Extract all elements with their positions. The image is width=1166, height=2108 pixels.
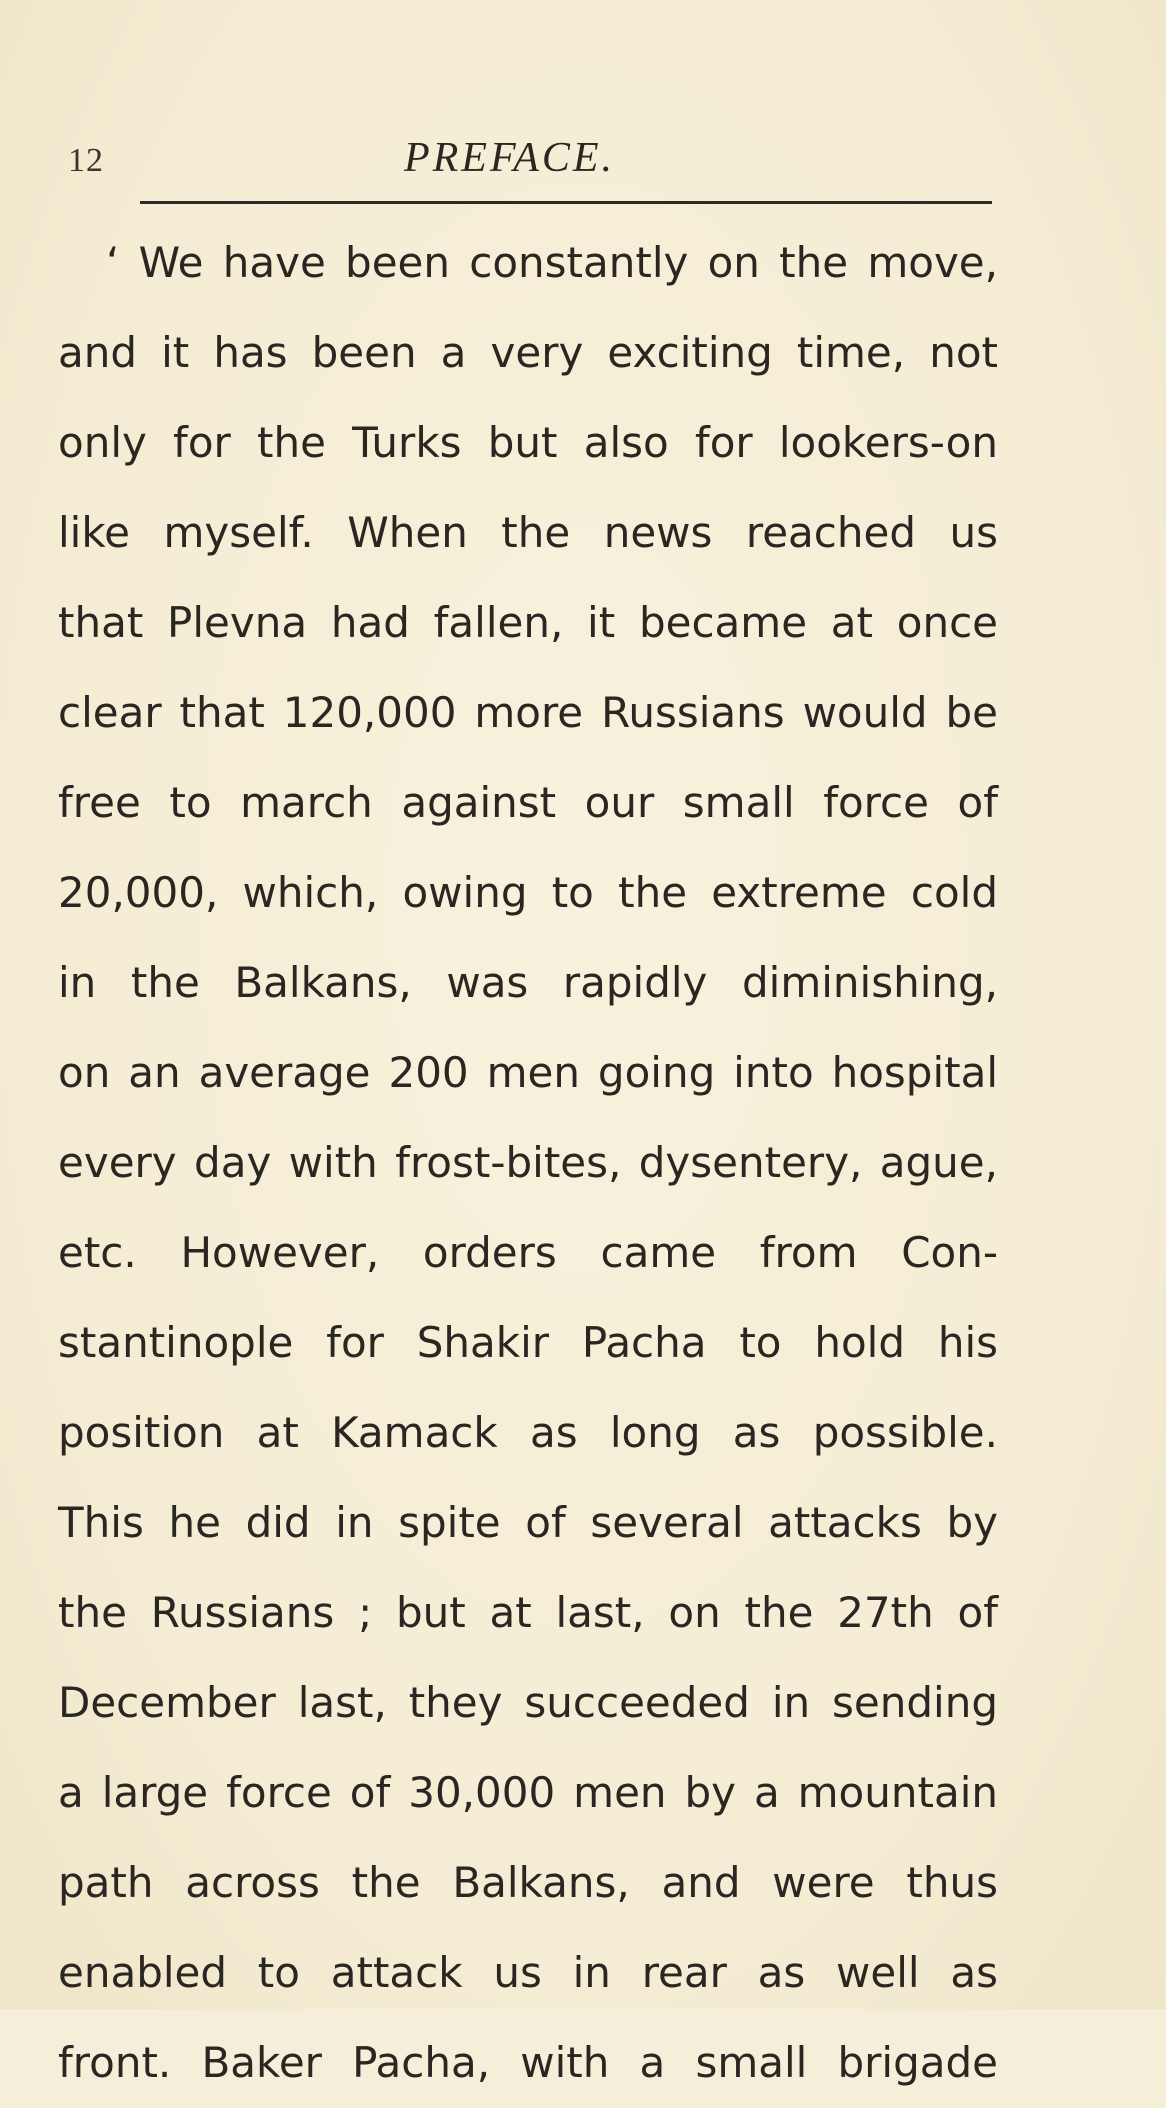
text-line: enabled to attack us in rear as well as <box>58 1948 998 1997</box>
text-line: on an average 200 men going into hospital <box>58 1048 998 1097</box>
text-line: position at Kamack as long as possible. <box>58 1408 998 1457</box>
running-head <box>0 134 1166 194</box>
text-line: 20,000, which, owing to the extreme cold <box>58 868 998 917</box>
text-line: and it has been a very exciting time, not <box>58 328 998 377</box>
text-line: front. Baker Pacha, with a small brigade <box>58 2038 998 2087</box>
text-line: every day with frost-bites, dysentery, ague, <box>58 1138 998 1187</box>
text-line: a large force of 30,000 men by a mountain <box>58 1768 998 1817</box>
text-line: ‘ We have been constantly on the move, <box>106 238 998 287</box>
text-line: path across the Balkans, and were thus <box>58 1858 998 1907</box>
text-line: free to march against our small force of <box>58 778 998 827</box>
text-line: December last, they succeeded in sending <box>58 1678 998 1727</box>
text-line: clear that 120,000 more Russians would be <box>58 688 998 737</box>
page-number: 12 <box>68 142 104 179</box>
text-line: This he did in spite of several attacks by <box>58 1498 998 1547</box>
text-line: only for the Turks but also for lookers-on <box>58 418 998 467</box>
text-line: etc. However, orders came from Con- <box>58 1228 998 1277</box>
running-title: PREFACE. <box>404 135 616 181</box>
text-line: stantinople for Shakir Pacha to hold his <box>58 1318 998 1367</box>
body-text <box>58 218 998 2108</box>
text-line: like myself. When the news reached us <box>58 508 998 557</box>
header-rule <box>140 201 992 204</box>
text-line: the Russians ; but at last, on the 27th of <box>58 1588 998 1637</box>
text-line: in the Balkans, was rapidly diminishing, <box>58 958 998 1007</box>
text-line: that Plevna had fallen, it became at once <box>58 598 998 647</box>
